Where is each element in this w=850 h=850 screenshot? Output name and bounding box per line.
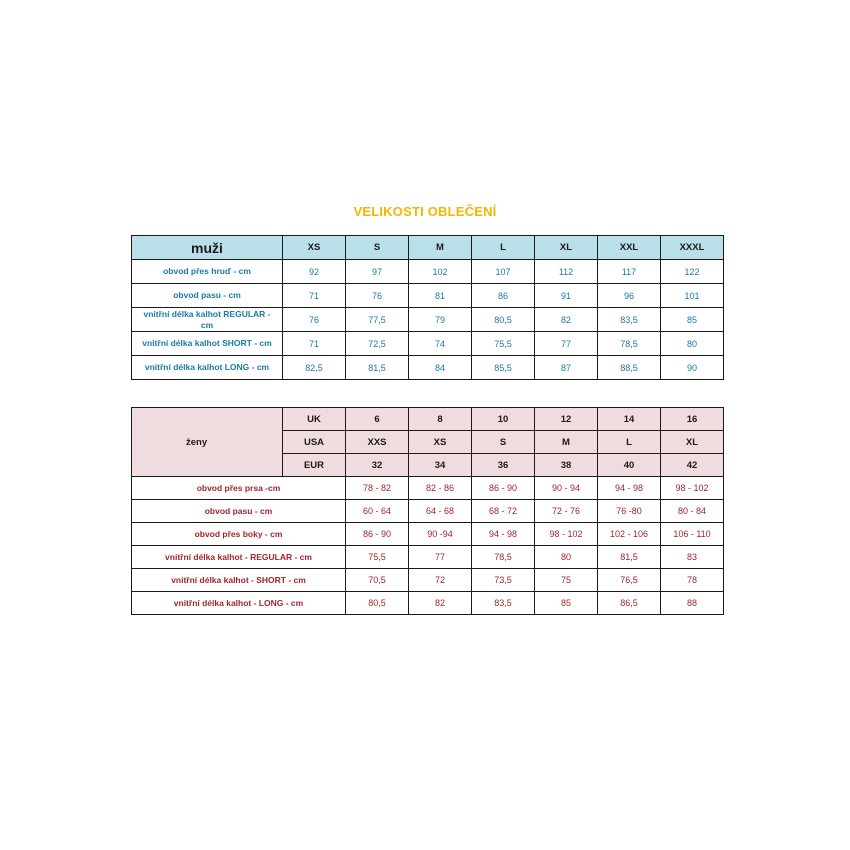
row-label: vnitřní délka kalhot REGULAR - cm [132,308,283,332]
table-cell: 90 -94 [409,523,472,546]
women-size-header: XL [661,431,724,454]
table-cell: 81,5 [346,356,409,380]
women-size-header: 8 [409,408,472,431]
table-cell: 68 - 72 [472,500,535,523]
row-label: obvod přes prsa -cm [132,477,346,500]
men-row-inseam-short [132,332,724,356]
table-cell: 106 - 110 [661,523,724,546]
women-row-inseam-regular [132,546,724,569]
men-header-row [132,236,724,260]
row-label: obvod přes boky - cm [132,523,346,546]
table-cell: 102 - 106 [598,523,661,546]
table-cell: 98 - 102 [535,523,598,546]
table-cell: 76 -80 [598,500,661,523]
table-cell: 85 [535,592,598,615]
table-cell: 91 [535,284,598,308]
row-label: vnitřní délka kalhot LONG - cm [132,356,283,380]
table-cell: 76,5 [598,569,661,592]
women-size-header: 40 [598,454,661,477]
table-cell: 87 [535,356,598,380]
table-cell: 78 [661,569,724,592]
women-size-header: 34 [409,454,472,477]
row-label: obvod přes hruď - cm [132,260,283,284]
women-size-table [131,407,724,615]
row-label: obvod pasu - cm [132,500,346,523]
table-cell: 81 [409,284,472,308]
table-cell: 85 [661,308,724,332]
table-cell: 76 [346,284,409,308]
table-cell: 77,5 [346,308,409,332]
table-cell: 94 - 98 [472,523,535,546]
table-cell: 83,5 [472,592,535,615]
women-size-header: 12 [535,408,598,431]
table-cell: 86 - 90 [346,523,409,546]
women-size-header: L [598,431,661,454]
table-cell: 80 - 84 [661,500,724,523]
table-cell: 64 - 68 [409,500,472,523]
size-system-label: EUR [283,454,346,477]
women-size-header: S [472,431,535,454]
table-cell: 72 [409,569,472,592]
table-cell: 112 [535,260,598,284]
row-label: vnitřní délka kalhot - SHORT - cm [132,569,346,592]
men-size-header: XXL [598,236,661,260]
women-size-header: 14 [598,408,661,431]
women-size-header: 32 [346,454,409,477]
table-cell: 86,5 [598,592,661,615]
table-cell: 96 [598,284,661,308]
table-cell: 82 [409,592,472,615]
men-row-inseam-regular [132,308,724,332]
table-cell: 94 - 98 [598,477,661,500]
women-size-header: M [535,431,598,454]
table-cell: 102 [409,260,472,284]
women-size-header: 16 [661,408,724,431]
table-cell: 60 - 64 [346,500,409,523]
women-row-inseam-long [132,592,724,615]
women-header-row-uk [132,408,724,431]
size-system-label: USA [283,431,346,454]
table-cell: 90 - 94 [535,477,598,500]
table-cell: 80,5 [472,308,535,332]
table-cell: 78,5 [472,546,535,569]
women-size-header: XXS [346,431,409,454]
table-cell: 79 [409,308,472,332]
table-cell: 75,5 [346,546,409,569]
women-row-bust [132,477,724,500]
table-cell: 76 [283,308,346,332]
men-size-header: XXXL [661,236,724,260]
women-row-waist [132,500,724,523]
size-system-label: UK [283,408,346,431]
table-cell: 101 [661,284,724,308]
table-cell: 70,5 [346,569,409,592]
table-cell: 98 - 102 [661,477,724,500]
women-size-header: 10 [472,408,535,431]
table-cell: 71 [283,332,346,356]
table-cell: 92 [283,260,346,284]
men-size-header: L [472,236,535,260]
men-size-table [131,235,724,380]
page-title: VELIKOSTI OBLEČENÍ [353,204,497,219]
row-label: vnitřní délka kalhot - LONG - cm [132,592,346,615]
row-label: vnitřní délka kalhot - REGULAR - cm [132,546,346,569]
women-row-inseam-short [132,569,724,592]
table-cell: 72 - 76 [535,500,598,523]
table-cell: 78,5 [598,332,661,356]
women-label: ženy [132,408,283,477]
men-row-waist [132,284,724,308]
women-size-header: 6 [346,408,409,431]
table-cell: 71 [283,284,346,308]
table-cell: 75 [535,569,598,592]
table-cell: 83 [661,546,724,569]
table-cell: 80 [661,332,724,356]
men-size-header: XS [283,236,346,260]
table-cell: 97 [346,260,409,284]
table-cell: 83,5 [598,308,661,332]
table-cell: 81,5 [598,546,661,569]
women-size-header: XS [409,431,472,454]
table-cell: 72,5 [346,332,409,356]
women-row-hips [132,523,724,546]
table-cell: 117 [598,260,661,284]
women-size-header: 36 [472,454,535,477]
table-cell: 80 [535,546,598,569]
row-label: obvod pasu - cm [132,284,283,308]
men-size-header: XL [535,236,598,260]
table-cell: 88 [661,592,724,615]
table-cell: 73,5 [472,569,535,592]
men-row-inseam-long [132,356,724,380]
table-cell: 86 [472,284,535,308]
table-cell: 122 [661,260,724,284]
table-cell: 74 [409,332,472,356]
table-cell: 86 - 90 [472,477,535,500]
table-cell: 75,5 [472,332,535,356]
table-cell: 107 [472,260,535,284]
table-cell: 82 [535,308,598,332]
row-label: vnitřní délka kalhot SHORT - cm [132,332,283,356]
men-size-header: S [346,236,409,260]
table-cell: 78 - 82 [346,477,409,500]
table-cell: 88,5 [598,356,661,380]
men-size-header: M [409,236,472,260]
table-cell: 77 [409,546,472,569]
women-size-header: 38 [535,454,598,477]
men-label: muži [132,236,283,260]
men-row-chest [132,260,724,284]
table-cell: 80,5 [346,592,409,615]
table-cell: 82 - 86 [409,477,472,500]
table-cell: 85,5 [472,356,535,380]
table-cell: 82,5 [283,356,346,380]
table-cell: 77 [535,332,598,356]
women-size-header: 42 [661,454,724,477]
table-cell: 84 [409,356,472,380]
table-cell: 90 [661,356,724,380]
